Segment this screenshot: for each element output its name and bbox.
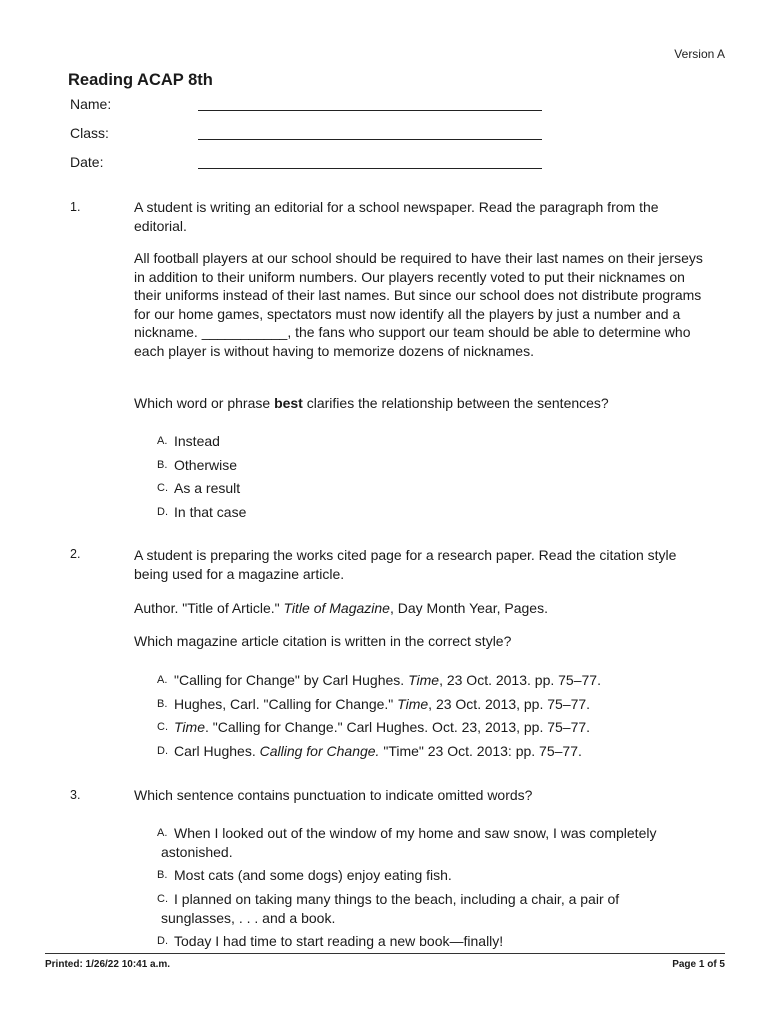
question-2-option-c[interactable]: C. Time. "Calling for Change." Carl Hughes. Oct. 23, 2013, pp. 75–77.: [157, 719, 591, 735]
question-1-question: Which word or phrase best clarifies the relationship between the sentences?: [134, 395, 609, 411]
question-1-number: 1.: [70, 200, 81, 214]
question-2-question: Which magazine article citation is written in the correct style?: [134, 633, 512, 649]
question-2-number: 2.: [70, 547, 81, 561]
question-1-option-a[interactable]: A. Instead: [157, 433, 220, 449]
question-3-number: 3.: [70, 788, 81, 802]
date-field[interactable]: [198, 167, 542, 169]
question-1-prompt: A student is writing an editorial for a school newspaper. Read the paragraph from the editorial.: [134, 199, 659, 234]
question-2-citation-style: Author. "Title of Article." Title of Magazine, Day Month Year, Pages.: [134, 600, 548, 616]
question-3-question: Which sentence contains punctuation to indicate omitted words?: [134, 787, 533, 803]
question-1-option-c[interactable]: C. As a result: [157, 480, 241, 496]
question-2-option-d[interactable]: D. Carl Hughes. Calling for Change. "Time" 23 Oct. 2013: pp. 75–77.: [157, 743, 582, 759]
footer-divider: [45, 953, 725, 954]
name-field[interactable]: [198, 109, 542, 111]
class-field[interactable]: [198, 138, 542, 140]
name-label: Name:: [70, 96, 112, 112]
question-1-option-b[interactable]: B. Otherwise: [157, 457, 238, 473]
question-2-option-a[interactable]: A. "Calling for Change" by Carl Hughes. Time, 23 Oct. 2013. pp. 75–77.: [157, 672, 601, 688]
question-1-passage: All football players at our school should be required to have their last names on their jerseys in addition to their uniform numbers. Our players recently voted to put their nicknames on their uniforms instead of their last names. But since our school does not distribute programs for our home games, spectators must now identify all the players by just a number and a nickname. ___________, the fans who support our team should be able to determine who each player is without having to memorize dozens of nicknames.: [134, 250, 703, 359]
question-1-option-d[interactable]: D. In that case: [157, 504, 247, 520]
page-number: Page 1 of 5: [672, 959, 725, 970]
question-3-option-d[interactable]: D. Today I had time to start reading a new book—finally!: [157, 933, 504, 949]
question-2-prompt: A student is preparing the works cited page for a research paper. Read the citation style being used for a magazine article.: [134, 547, 677, 582]
question-3-option-c[interactable]: C. I planned on taking many things to the beach, including a chair, a pair of sunglasses, . . . and a book.: [157, 891, 620, 926]
question-3-option-b[interactable]: B. Most cats (and some dogs) enjoy eating fish.: [157, 867, 452, 883]
page-title: Reading ACAP 8th: [68, 71, 213, 89]
date-label: Date:: [70, 154, 104, 170]
class-label: Class:: [70, 125, 109, 141]
printed-timestamp: Printed: 1/26/22 10:41 a.m.: [45, 959, 171, 970]
version-label: Version A: [674, 47, 725, 61]
question-2-option-b[interactable]: B. Hughes, Carl. "Calling for Change." Time, 23 Oct. 2013, pp. 75–77.: [157, 696, 591, 712]
question-3-option-a[interactable]: A. When I looked out of the window of my home and saw snow, I was completely astonished.: [157, 825, 657, 860]
